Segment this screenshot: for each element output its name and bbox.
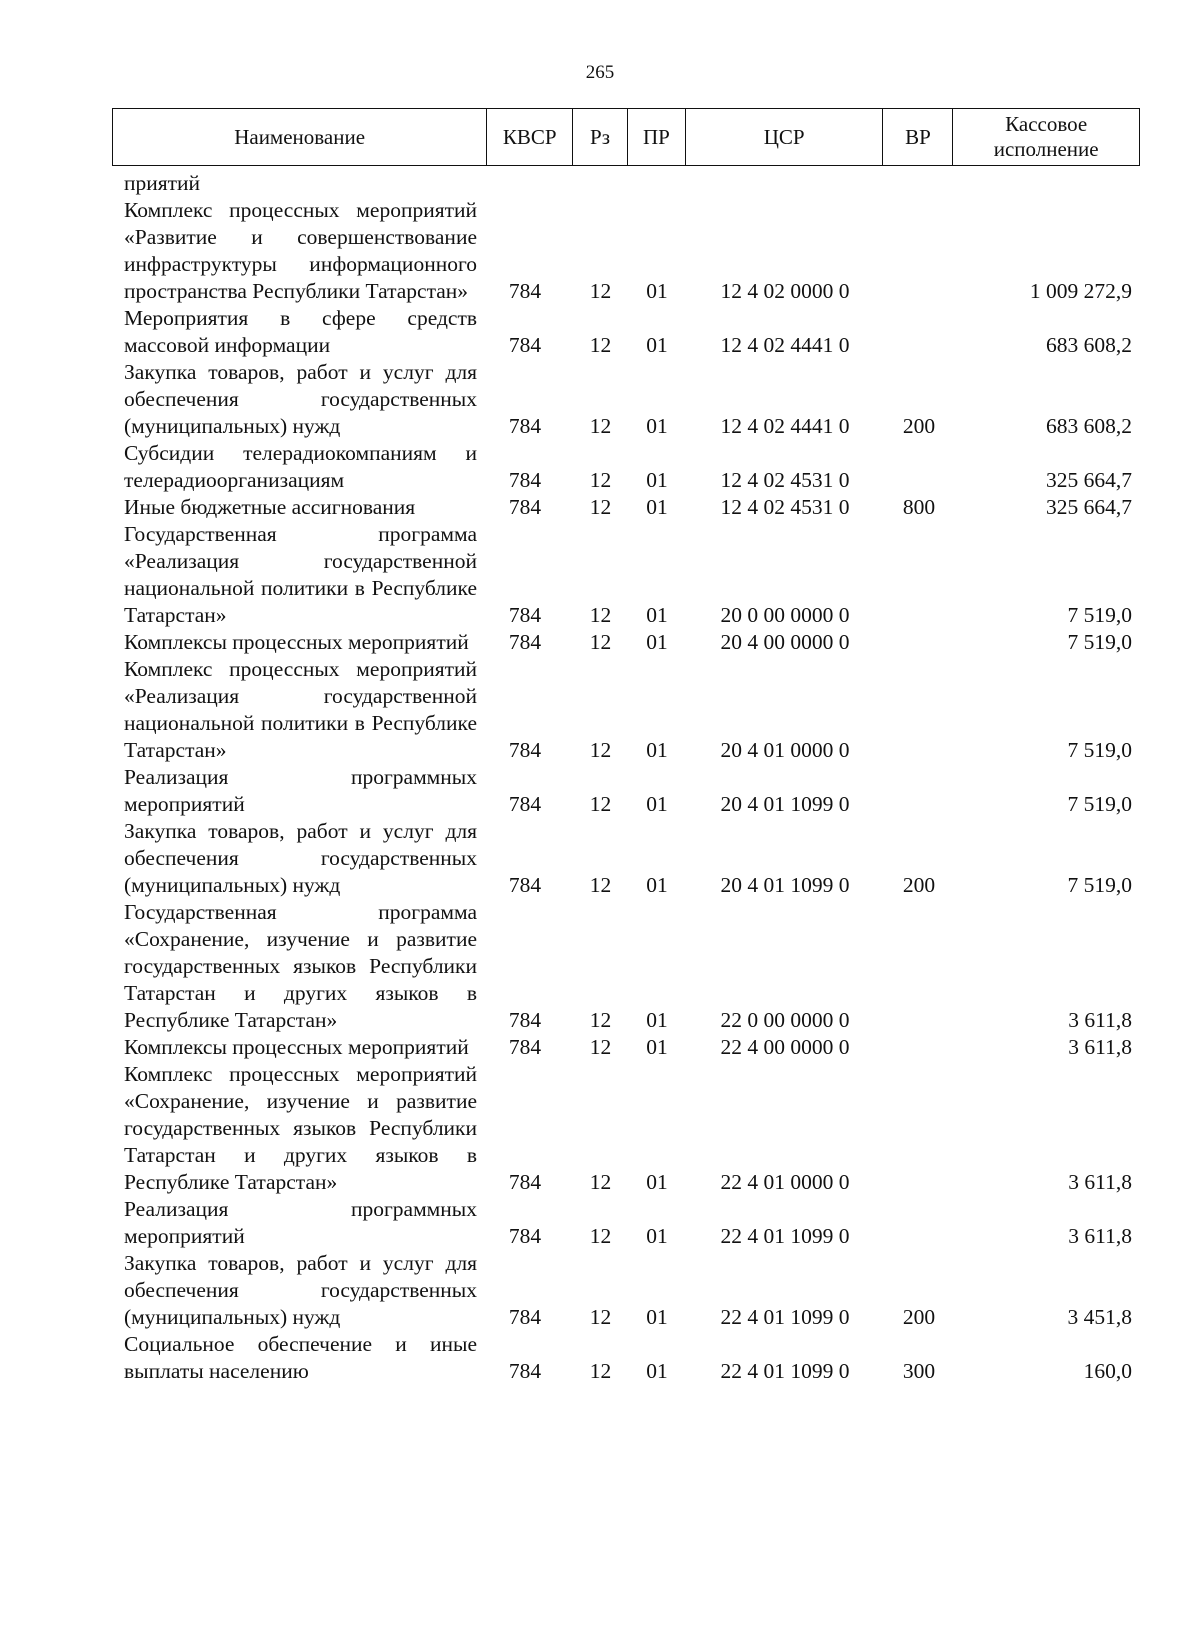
- header-name: Наименование: [113, 109, 487, 165]
- table-row: [112, 359, 1140, 440]
- cell-kass: 1 009 272,9: [1029, 279, 1132, 303]
- cell-rz: 12: [589, 1359, 612, 1383]
- cell-csr: 12 4 02 4531 0: [720, 468, 850, 492]
- cell-name: Комплексы процессных мероприятий: [124, 630, 469, 654]
- cell-csr: 12 4 02 0000 0: [720, 279, 850, 303]
- cell-rz: 12: [589, 414, 612, 438]
- cell-kass: 3 451,8: [1067, 1305, 1132, 1329]
- cell-name: Реализация программных мероприятий: [124, 765, 477, 816]
- table-row: [112, 440, 1140, 494]
- header-csr: ЦСР: [686, 109, 884, 165]
- cell-kass: 7 519,0: [1067, 873, 1132, 897]
- cell-name: Закупка товаров, работ и услуг для обеспечения государственных (муниципальных) нужд: [124, 360, 477, 438]
- cell-kvsr: 784: [508, 333, 542, 357]
- header-rz: Рз: [573, 109, 628, 165]
- cell-rz: 12: [589, 738, 612, 762]
- table-row: [112, 764, 1140, 818]
- cell-kvsr: 784: [508, 603, 542, 627]
- cell-kass: 683 608,2: [1046, 414, 1132, 438]
- cell-rz: 12: [589, 1305, 612, 1329]
- cell-kass: 7 519,0: [1067, 603, 1132, 627]
- cell-csr: 12 4 02 4441 0: [720, 333, 850, 357]
- cell-rz: 12: [589, 1170, 612, 1194]
- cell-csr: 20 0 00 0000 0: [720, 603, 850, 627]
- cell-name: Комплекс процессных мероприятий «Реализация государственной национальной политики в Республике Татарстан»: [124, 657, 477, 762]
- cell-pr: 01: [646, 1008, 668, 1032]
- cell-pr: 01: [646, 738, 668, 762]
- cell-name: Комплекс процессных мероприятий «Развитие и совершенствование инфраструктуры информационного пространства Республики Татарстан»: [124, 198, 477, 303]
- cell-pr: 01: [646, 630, 668, 654]
- cell-csr: 20 4 00 0000 0: [720, 630, 850, 654]
- cell-name: Субсидии телерадиокомпаниям и телерадиоорганизациям: [124, 441, 477, 492]
- cell-pr: 01: [646, 333, 668, 357]
- cell-kass: 160,0: [1083, 1359, 1132, 1383]
- cell-name: Иные бюджетные ассигнования: [124, 495, 416, 519]
- cell-pr: 01: [646, 1035, 668, 1059]
- cell-rz: 12: [589, 333, 612, 357]
- cell-kvsr: 784: [508, 738, 542, 762]
- cell-kass: 3 611,8: [1068, 1035, 1132, 1059]
- cell-csr: 22 0 00 0000 0: [720, 1008, 850, 1032]
- cell-name: Социальное обеспечение и иные выплаты населению: [124, 1332, 477, 1383]
- table-row: [112, 305, 1140, 359]
- cell-csr: 20 4 01 1099 0: [720, 873, 850, 897]
- table-header: [112, 108, 1140, 166]
- cell-vr: 300: [902, 1359, 936, 1383]
- table-row: [112, 170, 1140, 197]
- cell-kvsr: 784: [508, 279, 542, 303]
- cell-kvsr: 784: [508, 873, 542, 897]
- header-kvsr: КВСР: [487, 109, 573, 165]
- cell-kass: 325 664,7: [1046, 495, 1132, 519]
- table-row: [112, 629, 1140, 656]
- cell-csr: 20 4 01 0000 0: [720, 738, 850, 762]
- cell-rz: 12: [589, 495, 612, 519]
- cell-kvsr: 784: [508, 495, 542, 519]
- cell-csr: 12 4 02 4531 0: [720, 495, 850, 519]
- cell-csr: 22 4 01 0000 0: [720, 1170, 850, 1194]
- cell-pr: 01: [646, 1305, 668, 1329]
- table-row: [112, 1061, 1140, 1196]
- cell-name: Мероприятия в сфере средств массовой информации: [124, 306, 477, 357]
- cell-csr: 22 4 01 1099 0: [720, 1224, 850, 1248]
- cell-rz: 12: [589, 630, 612, 654]
- cell-kass: 3 611,8: [1068, 1170, 1132, 1194]
- cell-name: Закупка товаров, работ и услуг для обеспечения государственных (муниципальных) нужд: [124, 1251, 477, 1329]
- cell-name: Государственная программа «Сохранение, изучение и развитие государственных языков Республики Татарстан и других языков в Республике Татарстан»: [124, 900, 477, 1032]
- cell-csr: 22 4 01 1099 0: [720, 1305, 850, 1329]
- cell-csr: 20 4 01 1099 0: [720, 792, 850, 816]
- cell-pr: 01: [646, 495, 668, 519]
- cell-name: Реализация программных мероприятий: [124, 1197, 477, 1248]
- cell-kass: 325 664,7: [1046, 468, 1132, 492]
- cell-kass: 7 519,0: [1067, 738, 1132, 762]
- cell-rz: 12: [589, 603, 612, 627]
- cell-pr: 01: [646, 873, 668, 897]
- table-row: [112, 656, 1140, 764]
- cell-rz: 12: [589, 873, 612, 897]
- cell-pr: 01: [646, 792, 668, 816]
- cell-kvsr: 784: [508, 1305, 542, 1329]
- cell-name: Комплексы процессных мероприятий: [124, 1035, 469, 1059]
- cell-name: приятий: [124, 171, 201, 195]
- table-row: [112, 1034, 1140, 1061]
- cell-pr: 01: [646, 279, 668, 303]
- table-row: [112, 1250, 1140, 1331]
- cell-kass: 683 608,2: [1046, 333, 1132, 357]
- cell-name: Комплекс процессных мероприятий «Сохранение, изучение и развитие государственных языков Республики Татарстан и других языков в Республике Татарстан»: [124, 1062, 477, 1194]
- cell-kvsr: 784: [508, 1170, 542, 1194]
- table-row: [112, 494, 1140, 521]
- cell-vr: 200: [902, 414, 936, 438]
- cell-pr: 01: [646, 1224, 668, 1248]
- cell-kvsr: 784: [508, 792, 542, 816]
- cell-vr: 200: [902, 873, 936, 897]
- cell-pr: 01: [646, 468, 668, 492]
- cell-rz: 12: [589, 1008, 612, 1032]
- cell-pr: 01: [646, 603, 668, 627]
- cell-pr: 01: [646, 1359, 668, 1383]
- cell-kvsr: 784: [508, 1224, 542, 1248]
- cell-pr: 01: [646, 414, 668, 438]
- cell-kvsr: 784: [508, 468, 542, 492]
- page-number: 265: [585, 62, 615, 83]
- cell-name: Закупка товаров, работ и услуг для обеспечения государственных (муниципальных) нужд: [124, 819, 477, 897]
- cell-rz: 12: [589, 279, 612, 303]
- cell-csr: 12 4 02 4441 0: [720, 414, 850, 438]
- header-vr: ВР: [883, 109, 953, 165]
- cell-kvsr: 784: [508, 1008, 542, 1032]
- table-row: [112, 521, 1140, 629]
- cell-vr: 200: [902, 1305, 936, 1329]
- cell-kass: 3 611,8: [1068, 1224, 1132, 1248]
- cell-rz: 12: [589, 792, 612, 816]
- cell-rz: 12: [589, 1035, 612, 1059]
- table-body: [112, 170, 1140, 1385]
- table-row: [112, 818, 1140, 899]
- cell-kass: 7 519,0: [1067, 630, 1132, 654]
- cell-kvsr: 784: [508, 630, 542, 654]
- table-row: [112, 197, 1140, 305]
- cell-pr: 01: [646, 1170, 668, 1194]
- header-pr: ПР: [628, 109, 686, 165]
- cell-kass: 7 519,0: [1067, 792, 1132, 816]
- cell-kvsr: 784: [508, 1035, 542, 1059]
- table-row: [112, 1196, 1140, 1250]
- cell-kvsr: 784: [508, 1359, 542, 1383]
- cell-rz: 12: [589, 1224, 612, 1248]
- cell-kvsr: 784: [508, 414, 542, 438]
- header-kass: Кассовое исполнение: [993, 112, 1099, 161]
- table-row: [112, 899, 1140, 1034]
- cell-name: Государственная программа «Реализация государственной национальной политики в Республике Татарстан»: [124, 522, 477, 627]
- table-row: [112, 1331, 1140, 1385]
- cell-rz: 12: [589, 468, 612, 492]
- cell-csr: 22 4 01 1099 0: [720, 1359, 850, 1383]
- cell-csr: 22 4 00 0000 0: [720, 1035, 850, 1059]
- cell-kass: 3 611,8: [1068, 1008, 1132, 1032]
- cell-vr: 800: [902, 495, 936, 519]
